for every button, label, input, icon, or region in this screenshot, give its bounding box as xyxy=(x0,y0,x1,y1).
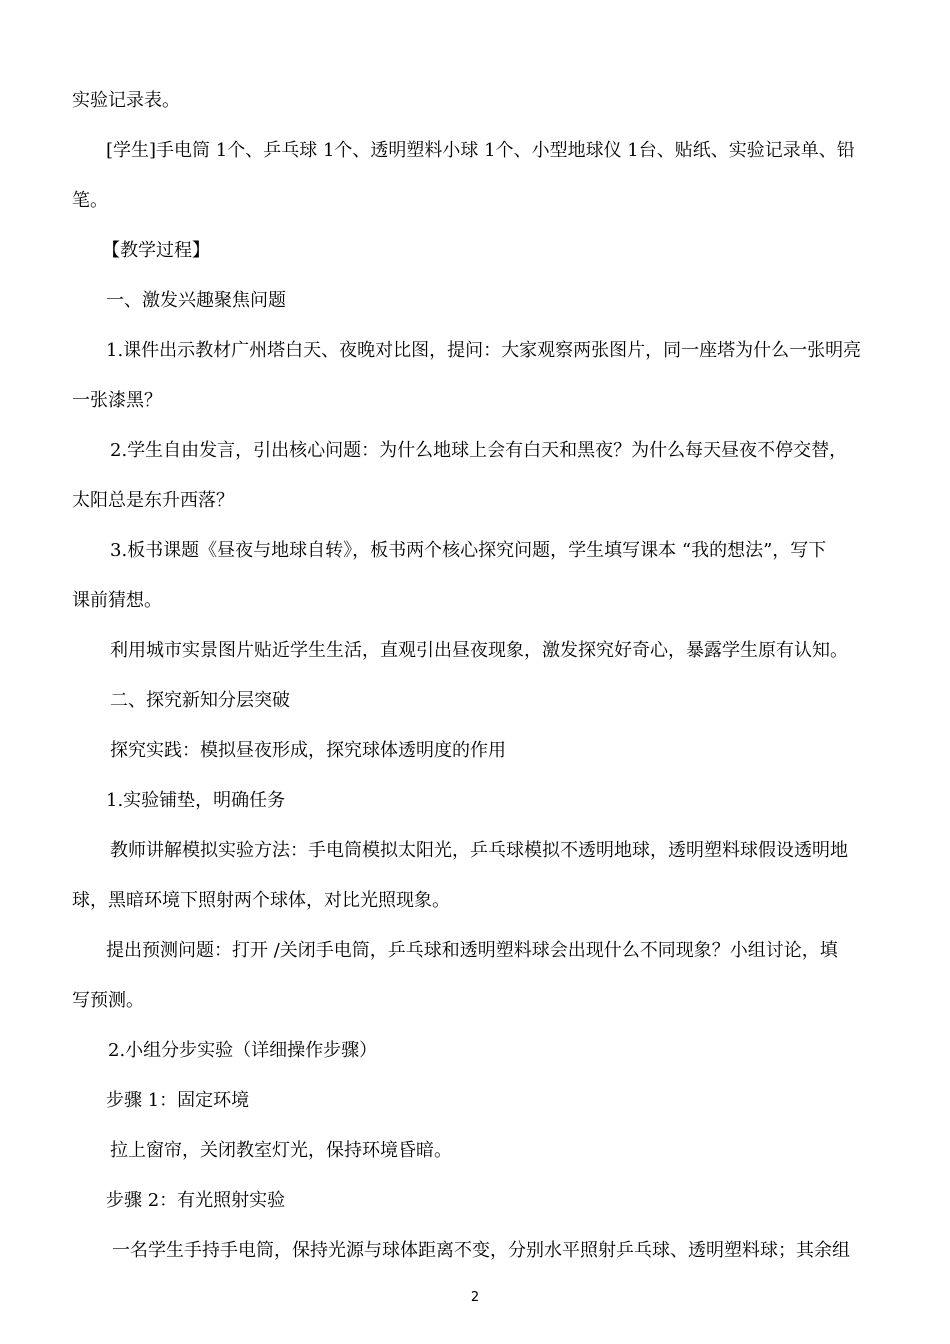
text-line: 笔。 xyxy=(72,190,108,211)
section-heading: 二、探究新知分层突破 xyxy=(110,690,290,711)
section-heading: 一、激发兴趣聚焦问题 xyxy=(106,290,286,311)
text-line: 探究实践：模拟昼夜形成，探究球体透明度的作用 xyxy=(110,740,506,761)
text-line: 提出预测问题：打开 /关闭手电筒，乒乓球和透明塑料球会出现什么不同现象？小组讨论，填 xyxy=(106,940,838,961)
text-line: 1.实验铺垫，明确任务 xyxy=(106,790,286,811)
text-line: 拉上窗帘，关闭教室灯光，保持环境昏暗。 xyxy=(110,1140,452,1161)
text-line: 教师讲解模拟实验方法：手电筒模拟太阳光，乒乓球模拟不透明地球，透明塑料球假设透明地 xyxy=(110,840,848,861)
text-line: 步骤 1：固定环境 xyxy=(106,1090,250,1111)
text-line: 实验记录表。 xyxy=(72,90,180,111)
text-line: 写预测。 xyxy=(72,990,144,1011)
page-number: 2 xyxy=(470,1290,480,1305)
text-line: 步骤 2：有光照射实验 xyxy=(106,1190,286,1211)
text-line: 一名学生手持手电筒，保持光源与球体距离不变，分别水平照射乒乓球、透明塑料球；其余组 xyxy=(112,1240,850,1261)
text-line: 3.板书课题《昼夜与地球自转》，板书两个核心探究问题，学生填写课本 “我的想法”，写下 xyxy=(110,540,827,561)
text-line: 2.学生自由发言，引出核心问题：为什么地球上会有白天和黑夜？为什么每天昼夜不停交替， xyxy=(110,440,848,461)
text-line: 一张漆黑？ xyxy=(72,390,162,411)
text-line: 球，黑暗环境下照射两个球体，对比光照现象。 xyxy=(72,890,450,911)
text-line: 利用城市实景图片贴近学生生活，直观引出昼夜现象，激发探究好奇心，暴露学生原有认知。 xyxy=(110,640,848,661)
text-line: 太阳总是东升西落？ xyxy=(72,490,234,511)
text-line: 1.课件出示教材广州塔白天、夜晚对比图，提问：大家观察两张图片，同一座塔为什么一张明亮 xyxy=(106,340,862,361)
section-heading: 【教学过程】 xyxy=(102,240,210,261)
text-line: 课前猜想。 xyxy=(72,590,162,611)
text-line: [学生]手电筒 1个、乒乓球 1个、透明塑料小球 1个、小型地球仪 1台、贴纸、实验记录单、铅 xyxy=(106,140,855,161)
text-line: 2.小组分步实验（详细操作步骤） xyxy=(108,1040,378,1061)
